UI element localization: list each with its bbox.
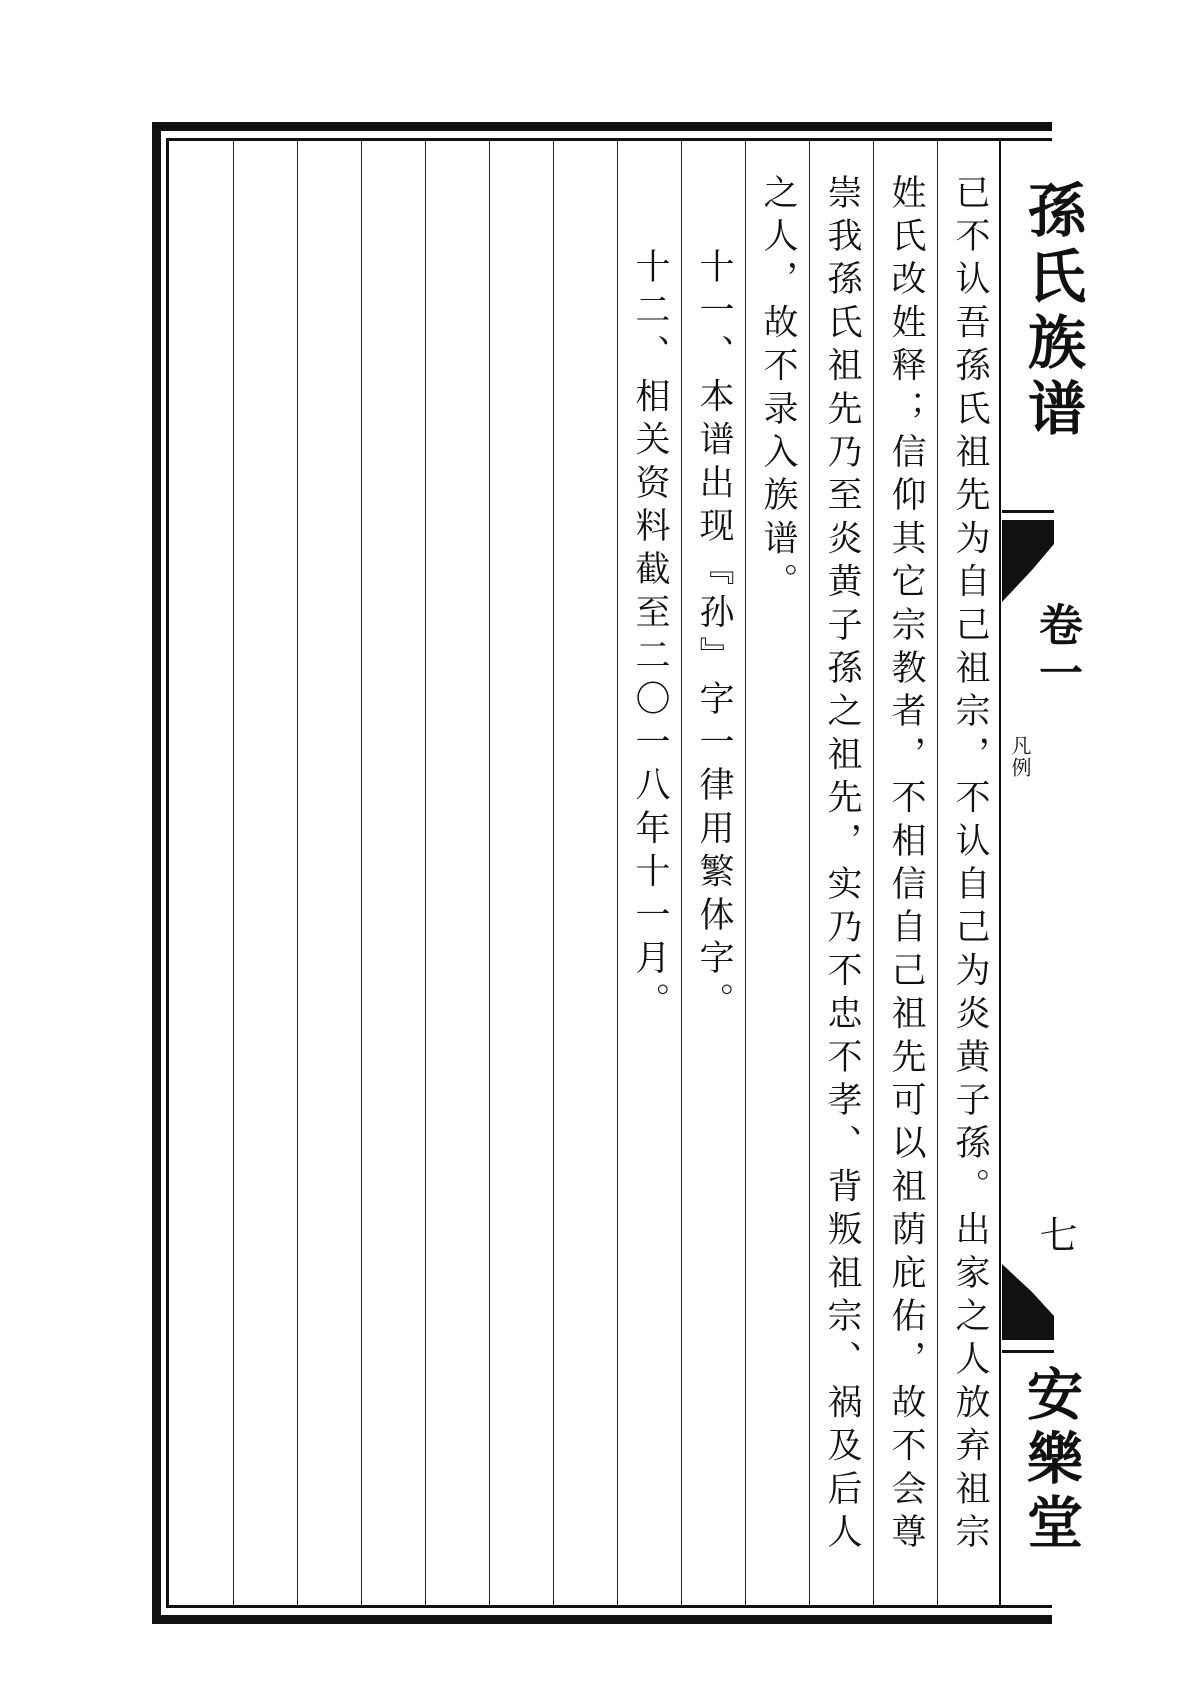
text-column-5: 十一、本谱出现『孙』字一律用繁体字。 xyxy=(694,248,734,1026)
column-rule xyxy=(745,141,746,1605)
column-rule xyxy=(873,141,874,1605)
page-number: 七 xyxy=(1033,1215,1077,1253)
column-rule xyxy=(489,141,490,1605)
column-rule xyxy=(361,141,362,1605)
fishtail-bottom-icon xyxy=(1002,1264,1054,1340)
text-column-3: 崇我孫氏祖先乃至炎黄子孫之祖先，实乃不忠不孝、背叛祖宗、祸及后人 xyxy=(822,174,862,1557)
text-column-4: 之人，故不录入族谱。 xyxy=(758,174,798,606)
volume-label: 卷一 xyxy=(1031,602,1082,698)
text-column-1: 已不认吾孫氏祖先为自己祖宗，不认自己为炎黄子孫。出家之人放弃祖宗 xyxy=(950,174,990,1557)
section-label: 凡例 xyxy=(1008,735,1032,779)
book-title: 孫氏族谱 xyxy=(1018,180,1086,444)
band-rule-bottom xyxy=(1002,1350,1054,1353)
band-border xyxy=(999,141,1001,1605)
band-rule-top xyxy=(1002,510,1054,513)
column-rule xyxy=(681,141,682,1605)
column-rule xyxy=(425,141,426,1605)
text-column-6: 十二、相关资料截至二〇一八年十一月。 xyxy=(630,248,670,1026)
column-rule xyxy=(297,141,298,1605)
column-rule xyxy=(809,141,810,1605)
column-rule xyxy=(553,141,554,1605)
column-rule xyxy=(233,141,234,1605)
column-rule xyxy=(617,141,618,1605)
hall-name: 安樂堂 xyxy=(1018,1365,1083,1557)
column-rule xyxy=(937,141,938,1605)
text-column-2: 姓氏改姓释；信仰其它宗教者，不相信自己祖先可以祖荫庇佑，故不会尊 xyxy=(886,174,926,1557)
fishtail-top-icon xyxy=(1002,520,1054,602)
